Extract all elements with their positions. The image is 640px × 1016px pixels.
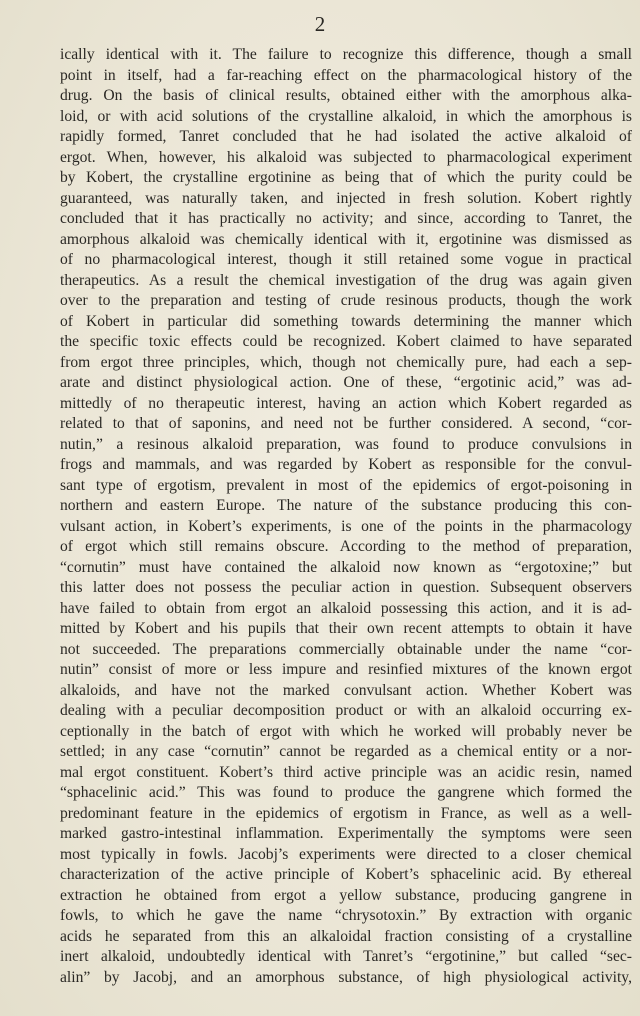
text-line: settled; in any case “cornutin” cannot be regarded as a chemical entity or a nor- bbox=[60, 743, 632, 760]
text-line: this latter does not possess the peculiar action in question. Subsequent observers bbox=[60, 579, 632, 596]
text-line: ergot. When, however, his alkaloid was subjected to pharmacological experiment bbox=[60, 148, 632, 166]
text-line: “cornutin” must have contained the alkaloid now known as “ergotoxine;” but bbox=[60, 558, 632, 576]
text-line: of no pharmacological interest, though it still retained some vogue in practical bbox=[60, 251, 632, 268]
text-line: from ergot three principles, which, though not chemically pure, had each a sep- bbox=[60, 353, 632, 371]
text-line: alkaloids, and have not the marked convulsant action. Whether Kobert was bbox=[60, 681, 632, 699]
text-line: loid, or with acid solutions of the crystalline alkaloid, in which the amorphous is bbox=[60, 107, 632, 125]
text-line: alin” by Jacobj, and an amorphous substance, of high physiological activity, bbox=[60, 968, 632, 986]
text-line: mittedly of no therapeutic interest, having an action which Kobert regarded as bbox=[60, 394, 632, 412]
text-line: not succeeded. The preparations commercially obtainable under the name “cor- bbox=[60, 640, 632, 658]
text-line: northern and eastern Europe. The nature of the substance producing this con- bbox=[60, 497, 632, 514]
text-line: drug. On the basis of clinical results, obtained either with the amorphous alka- bbox=[60, 87, 632, 104]
text-line: characterization of the active principle of Kobert’s sphacelinic acid. By ethereal bbox=[60, 866, 632, 883]
text-line: extraction he obtained from ergot a yellow substance, producing gangrene in bbox=[60, 886, 632, 904]
text-line: point in itself, had a far-reaching effect on the pharmacological history of the bbox=[60, 66, 632, 84]
page-number: 2 bbox=[314, 12, 326, 36]
text-line: of Kobert in particular did something towards determining the manner which bbox=[60, 312, 632, 330]
text-line: ically identical with it. The failure to recognize this difference, though a small bbox=[60, 46, 632, 63]
text-line: arate and distinct physiological action. One of these, “ergotinic acid,” was ad- bbox=[60, 374, 632, 391]
text-line: most typically in fowls. Jacobj’s experiments were directed to a closer chemical bbox=[60, 845, 632, 863]
text-line: “sphacelinic acid.” This was found to produce the gangrene which formed the bbox=[60, 784, 632, 801]
text-line: therapeutics. As a result the chemical investigation of the drug was again given bbox=[60, 271, 632, 289]
text-line: by Kobert, the crystalline ergotinine as being that of which the purity could be bbox=[60, 169, 632, 186]
text-line: predominant feature in the epidemics of ergotism in France, as well as a well- bbox=[60, 804, 632, 822]
text-line: fowls, to which he gave the name “chrysotoxin.” By extraction with organic bbox=[60, 907, 632, 924]
text-line: vulsant action, in Kobert’s experiments, is one of the points in the pharmacology bbox=[60, 517, 632, 535]
text-line: of ergot which still remains obscure. According to the method of preparation, bbox=[60, 538, 632, 555]
text-line: have failed to obtain from ergot an alkaloid possessing this action, and it is ad- bbox=[60, 599, 632, 617]
text-line: over to the preparation and testing of crude resinous products, though the work bbox=[60, 292, 632, 309]
text-line: amorphous alkaloid was chemically identical with it, ergotinine was dismissed as bbox=[60, 230, 632, 248]
text-line: guaranteed, was naturally taken, and injected in fresh solution. Kobert rightly bbox=[60, 189, 632, 207]
text-line: mal ergot constituent. Kobert’s third active principle was an acidic resin, named bbox=[60, 763, 632, 781]
text-line: ceptionally in the batch of ergot with which he worked will probably never be bbox=[60, 722, 632, 740]
text-line: marked gastro-intestinal inflammation. Experimentally the symptoms were seen bbox=[60, 825, 632, 842]
body-text bbox=[60, 45, 632, 988]
text-line: related to that of saponins, and need not be further considered. A second, “cor- bbox=[60, 415, 632, 432]
text-line: dealing with a peculiar decomposition product or with an alkaloid occurring ex- bbox=[60, 702, 632, 719]
text-line: inert alkaloid, undoubtedly identical with Tanret’s “ergotinine,” but called “sec- bbox=[60, 948, 632, 965]
text-line: nutin,” a resinous alkaloid preparation, was found to produce convulsions in bbox=[60, 435, 632, 453]
text-line: concluded that it has practically no activity; and since, according to Tanret, the bbox=[60, 210, 632, 227]
text-line: the specific toxic effects could be recognized. Kobert claimed to have separated bbox=[60, 333, 632, 350]
text-line: sant type of ergotism, prevalent in most of the epidemics of ergot-poisoning in bbox=[60, 476, 632, 494]
text-line: acids he separated from this an alkaloidal fraction consisting of a crystalline bbox=[60, 927, 632, 945]
text-line: nutin” consist of more or less impure and resinfied mixtures of the known ergot bbox=[60, 661, 632, 678]
text-line: mitted by Kobert and his pupils that their own recent attempts to obtain it have bbox=[60, 620, 632, 637]
text-line: frogs and mammals, and was regarded by Kobert as responsible for the convul- bbox=[60, 456, 632, 473]
text-line: rapidly formed, Tanret concluded that he had isolated the active alkaloid of bbox=[60, 128, 632, 145]
